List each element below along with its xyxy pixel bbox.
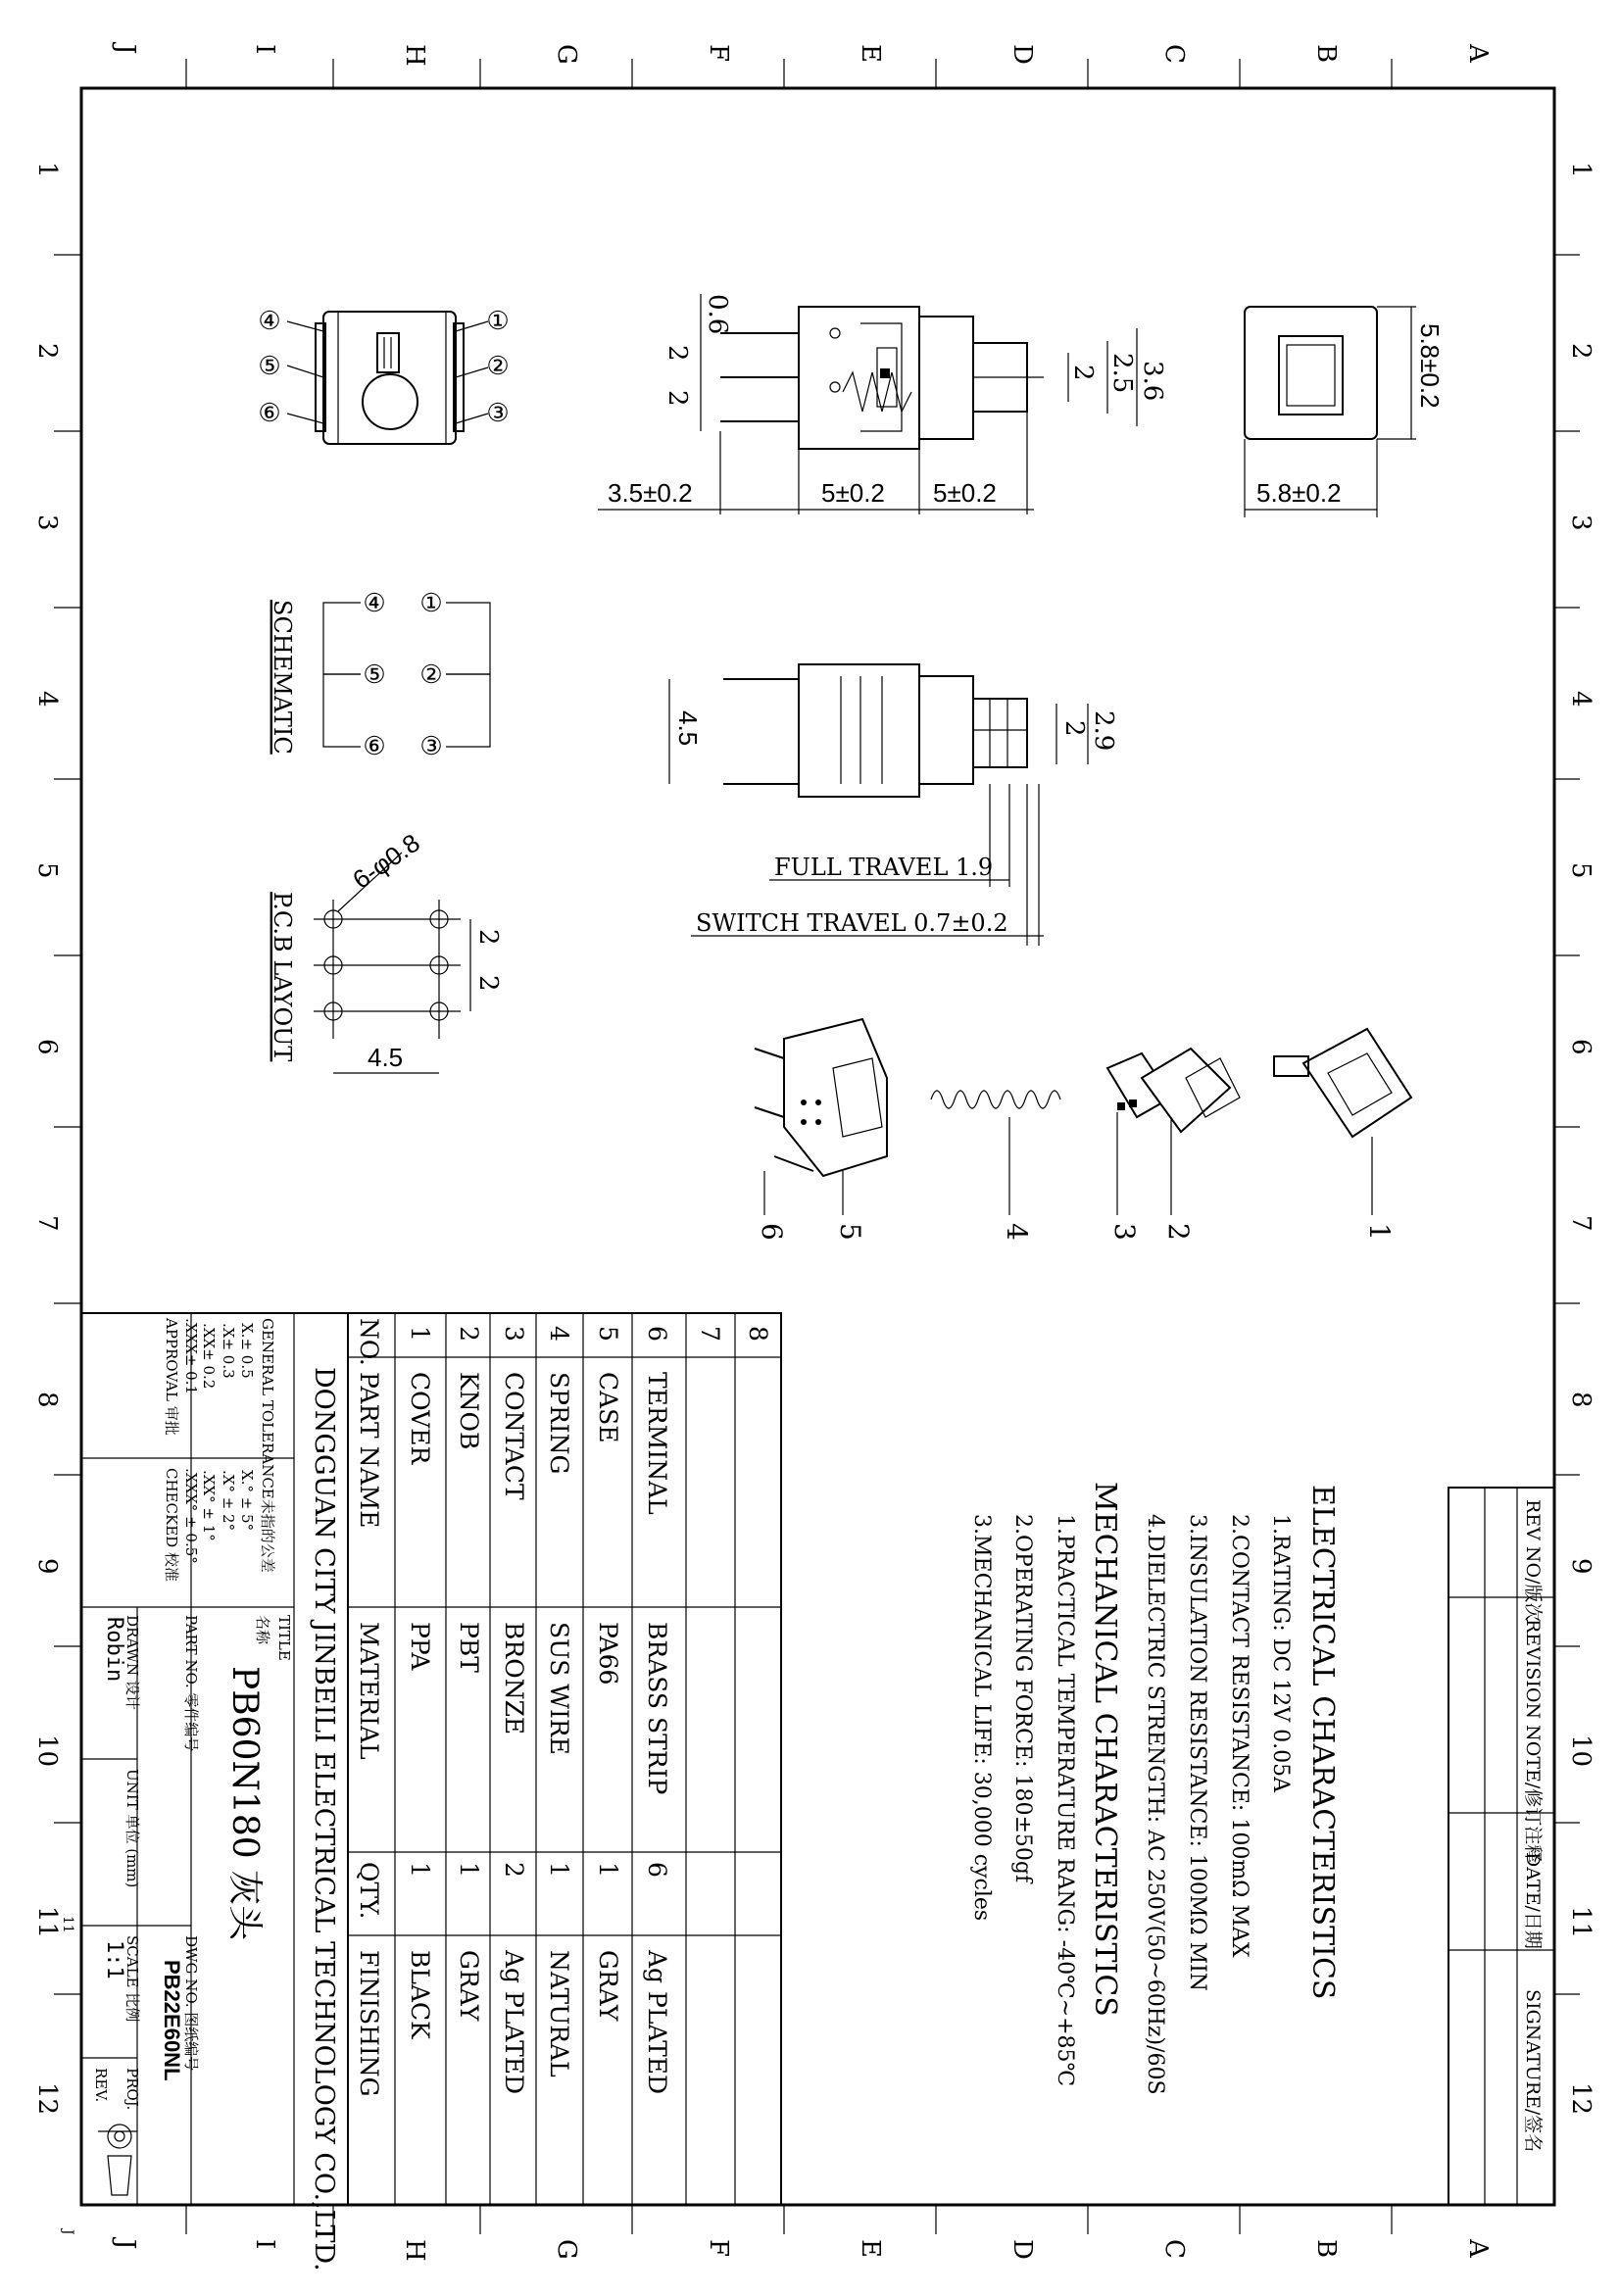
bom-cell: BLACK	[406, 1950, 434, 2039]
callout-label: 4	[1001, 1223, 1033, 1241]
dim-label: 4.5	[673, 710, 703, 747]
sheet-mark: 11	[60, 1916, 75, 1933]
bom-table	[348, 1313, 781, 2205]
schematic	[269, 589, 490, 761]
electrical-title: ELECTRICAL CHARACTERISTICS	[1305, 1485, 1340, 2000]
zone-letter-bottom: F	[704, 2239, 733, 2258]
zone-number-left: 6	[32, 1039, 62, 1055]
zone-number-right: 7	[1566, 1215, 1595, 1232]
zone-letter-bottom: B	[1311, 2239, 1341, 2259]
switch-travel-label: SWITCH TRAVEL 0.7±0.2	[696, 909, 1008, 937]
bom-header: FINISHING	[355, 1950, 383, 2097]
dim-label: 2	[473, 929, 503, 946]
zone-number-left: 8	[32, 1392, 62, 1408]
zone-number-left: 3	[32, 514, 62, 531]
part-title: PB60N180 灰头	[224, 1666, 265, 1941]
bom-cell: 2	[500, 1862, 528, 1878]
zone-letter-top: E	[856, 44, 885, 63]
pin-label: ①	[486, 307, 510, 336]
bom-cell: Ag PLATED	[500, 1950, 528, 2095]
zone-number-left: 2	[32, 343, 62, 360]
side-view	[1245, 307, 1445, 517]
pin-label: ③	[486, 399, 510, 428]
bom-cell: CASE	[594, 1372, 622, 1443]
zone-number-left: 4	[32, 691, 62, 708]
dim-label: 2	[473, 975, 503, 992]
zone-letter-top: G	[552, 44, 581, 65]
tolerance-value: X.± 0.5	[238, 1323, 256, 1379]
bom-cell: CONTACT	[500, 1372, 528, 1500]
pcb-title: P.C.B LAYOUT	[269, 892, 296, 1062]
tolerance-value: .XX° ± 1°	[200, 1470, 218, 1541]
tolerance-value: .XX± 0.2	[200, 1323, 218, 1390]
characteristics	[969, 1482, 1340, 2095]
scale-label: SCALE 比例	[123, 1935, 141, 2023]
zone-number-left: 1	[32, 162, 62, 178]
bom-cell: BRASS STRIP	[643, 1622, 671, 1795]
zone-letter-bottom: H	[400, 2239, 429, 2262]
projection-symbol-icon	[108, 2125, 131, 2195]
bom-cell: 8	[744, 1326, 772, 1342]
zone-letter-top: J	[111, 44, 140, 55]
bom-cell: 7	[696, 1326, 724, 1342]
dim-label: 3.5±0.2	[608, 478, 693, 508]
zone-number-right: 6	[1566, 1039, 1595, 1055]
bom-cell: SUS WIRE	[545, 1622, 573, 1755]
part-no-label: PART NO. 零件编号	[182, 1615, 200, 1752]
zone-letter-bottom: J	[111, 2239, 140, 2250]
zone-letter-top: H	[400, 44, 429, 67]
dwg-no-label: DWG NO. 图纸编号	[182, 1935, 200, 2072]
pcb-layout	[269, 828, 503, 1073]
dim-label: 3.6	[1138, 361, 1167, 402]
dim-label: 5.8±0.2	[1415, 323, 1445, 409]
pin-label: ①	[419, 589, 443, 618]
zone-number-right: 8	[1566, 1392, 1595, 1408]
bom-cell: GRAY	[594, 1950, 622, 2022]
dim-label: 2	[1068, 365, 1098, 381]
name-label: 名称	[254, 1615, 271, 1645]
bom-cell: 1	[545, 1862, 573, 1878]
dim-label: 5.8±0.2	[1256, 478, 1342, 508]
electrical-item: 3.INSULATION RESISTANCE: 100MΩ MIN	[1185, 1514, 1209, 1992]
zone-number-right: 12	[1566, 2082, 1595, 2116]
zone-number-left: 9	[32, 1558, 62, 1575]
zone-number-right: 9	[1566, 1558, 1595, 1575]
dim-label: 5±0.2	[821, 478, 885, 508]
mechanical-item: 1.PRACTICAL TEMPERATURE RANG: -40℃~+85℃	[1053, 1514, 1077, 2087]
bom-cells	[355, 1318, 772, 2097]
bom-cell: 3	[500, 1326, 528, 1342]
zone-number-right: 10	[1566, 1734, 1595, 1768]
bom-cell: 1	[455, 1862, 483, 1878]
electrical-item: 4.DIELECTRIC STRENGTH: AC 250V(50~60Hz)/60S	[1143, 1514, 1167, 2095]
bom-cell: 4	[545, 1326, 573, 1342]
zone-letter-bottom: A	[1463, 2239, 1493, 2258]
bom-cell: 2	[455, 1326, 483, 1342]
bom-cell: NATURAL	[545, 1950, 573, 2077]
dim-label: 4.5	[368, 1043, 404, 1072]
bom-cell: BRONZE	[500, 1622, 528, 1735]
callout-label: 3	[1108, 1223, 1141, 1241]
pin-label: ③	[419, 732, 443, 761]
bom-cell: KNOB	[455, 1372, 483, 1450]
zone-letter-bottom: G	[552, 2239, 581, 2260]
drawn-by: Robin	[102, 1617, 126, 1683]
dim-label: 2	[663, 345, 692, 362]
rev-header: REVISION NOTE/修订注释	[1522, 1619, 1544, 1864]
company-name: DONGGUAN CITY JINBEILI ELECTRICAL TECHNOLOGY CO.,LTD.	[309, 1367, 339, 2272]
bom-cell: Ag PLATED	[643, 1950, 671, 2095]
full-travel-label: FULL TRAVEL 1.9	[774, 854, 994, 881]
tolerance-value: .X° ± 2°	[220, 1470, 237, 1532]
zone-number-right: 4	[1566, 691, 1595, 708]
pin-label: ⑥	[363, 732, 386, 761]
tolerance-value: .X± 0.3	[220, 1323, 237, 1379]
mechanical-item: 3.MECHANICAL LIFE: 30,000 cycles	[969, 1514, 994, 1922]
zone-letter-top: I	[250, 44, 279, 55]
hole-spec-label: 6-φ0.8	[347, 827, 425, 895]
pin-label: ②	[419, 660, 443, 690]
zone-number-right: 2	[1566, 343, 1595, 360]
front-view	[598, 294, 1167, 514]
bom-cell: PPA	[406, 1622, 434, 1671]
proj-label: PROJ.	[123, 2068, 141, 2111]
bom-cell: 1	[406, 1326, 434, 1342]
zone-number-right: 3	[1566, 514, 1595, 531]
mechanical-title: MECHANICAL CHARACTERISTICS	[1088, 1482, 1122, 2017]
pin-label: ⑤	[363, 660, 386, 690]
bom-cell: 6	[643, 1862, 671, 1878]
bom-cell: PA66	[594, 1622, 622, 1685]
zone-letter-bottom: C	[1159, 2239, 1189, 2259]
zone-letter-top: D	[1007, 44, 1037, 65]
bom-cell: 1	[594, 1862, 622, 1878]
zone-letter-bottom: E	[856, 2239, 885, 2258]
pin-label: ⑥	[258, 399, 281, 428]
zone-number-right: 11	[1566, 1906, 1595, 1939]
zone-number-left: 12	[32, 2082, 62, 2116]
electrical-item: 2.CONTACT RESISTANCE: 100mΩ MAX	[1227, 1514, 1252, 1958]
bom-header: MATERIAL	[355, 1622, 383, 1760]
approval-label: APPROVAL 审批	[163, 1318, 180, 1436]
tolerance-value: .XXX± 0.1	[182, 1318, 200, 1394]
pin-label: ④	[258, 307, 281, 336]
zone-number-left: 10	[32, 1734, 62, 1768]
revision-table	[1448, 1488, 1554, 2205]
zone-letter-bottom: I	[250, 2239, 279, 2250]
exploded-view	[755, 1019, 1411, 1241]
scale-value: 1:1	[102, 1940, 126, 1979]
callout-label: 1	[1363, 1223, 1396, 1241]
electrical-item: 1.RATING: DC 12V 0.05A	[1268, 1514, 1293, 1793]
bom-cell: GRAY	[455, 1950, 483, 2022]
unit-label: UNIT 单位 (mm)	[123, 1769, 141, 1888]
callout-label: 2	[1162, 1223, 1195, 1241]
dim-label: 5±0.2	[933, 478, 997, 508]
title-label: TITLE	[275, 1615, 293, 1661]
travel-view	[669, 664, 1118, 946]
zone-letter-bottom: D	[1007, 2239, 1037, 2260]
dim-label: 0.6	[703, 294, 732, 335]
zone-number-left: 11	[32, 1906, 62, 1939]
rev-header: DATE/日期	[1522, 1852, 1544, 1949]
mechanical-item: 2.OPERATING FORCE: 180±50gf	[1010, 1514, 1035, 1883]
bom-header: NO.	[355, 1318, 383, 1366]
rev-header: REV NO/版次	[1522, 1499, 1544, 1622]
corner-mark: J	[60, 2229, 75, 2235]
tolerance-value: X.° ± 5°	[238, 1470, 256, 1532]
dwg-number: PB22E60NL	[160, 1960, 184, 2081]
title-block	[60, 1313, 348, 2272]
pin-label: ④	[363, 589, 386, 618]
checked-label: CHECKED 校准	[163, 1468, 180, 1582]
callout-label: 5	[834, 1223, 866, 1241]
tolerance-title: GENERAL TOLERANCE未指的公差	[259, 1318, 276, 1573]
zone-letter-top: B	[1311, 44, 1341, 64]
pin-label: ②	[486, 352, 510, 381]
bom-header: QTY.	[355, 1862, 383, 1920]
zone-number-right: 1	[1566, 162, 1595, 178]
callout-label: 6	[756, 1223, 788, 1241]
zone-letter-top: C	[1159, 44, 1189, 64]
rev-label: REV.	[92, 2068, 110, 2103]
zone-number-right: 5	[1566, 862, 1595, 879]
dim-label: 2	[1059, 720, 1089, 737]
bom-cell: COVER	[406, 1372, 434, 1465]
bom-cell: PBT	[455, 1622, 483, 1673]
bom-cell: 5	[594, 1326, 622, 1342]
tolerance-value: .XXX° ± 0.5°	[182, 1468, 200, 1564]
pin-label: ⑤	[258, 352, 281, 381]
dim-label: 2.5	[1107, 353, 1137, 394]
rev-header: SIGNATURE/签名	[1522, 1989, 1544, 2153]
schematic-title: SCHEMATIC	[269, 600, 296, 755]
drawn-label: DRAWN 设计	[123, 1615, 141, 1710]
zone-number-left: 7	[32, 1215, 62, 1232]
bom-cell: 6	[643, 1326, 671, 1342]
dim-label: 2	[663, 390, 692, 407]
top-view	[258, 307, 509, 444]
zone-letter-top: A	[1463, 44, 1493, 63]
bom-cell: 1	[406, 1862, 434, 1878]
zone-number-left: 5	[32, 862, 62, 879]
bom-cell: TERMINAL	[643, 1372, 671, 1515]
bom-header: PART NAME	[355, 1372, 383, 1529]
zone-letter-top: F	[704, 44, 733, 63]
dim-label: 2.9	[1089, 710, 1118, 752]
bom-cell: SPRING	[545, 1372, 573, 1475]
